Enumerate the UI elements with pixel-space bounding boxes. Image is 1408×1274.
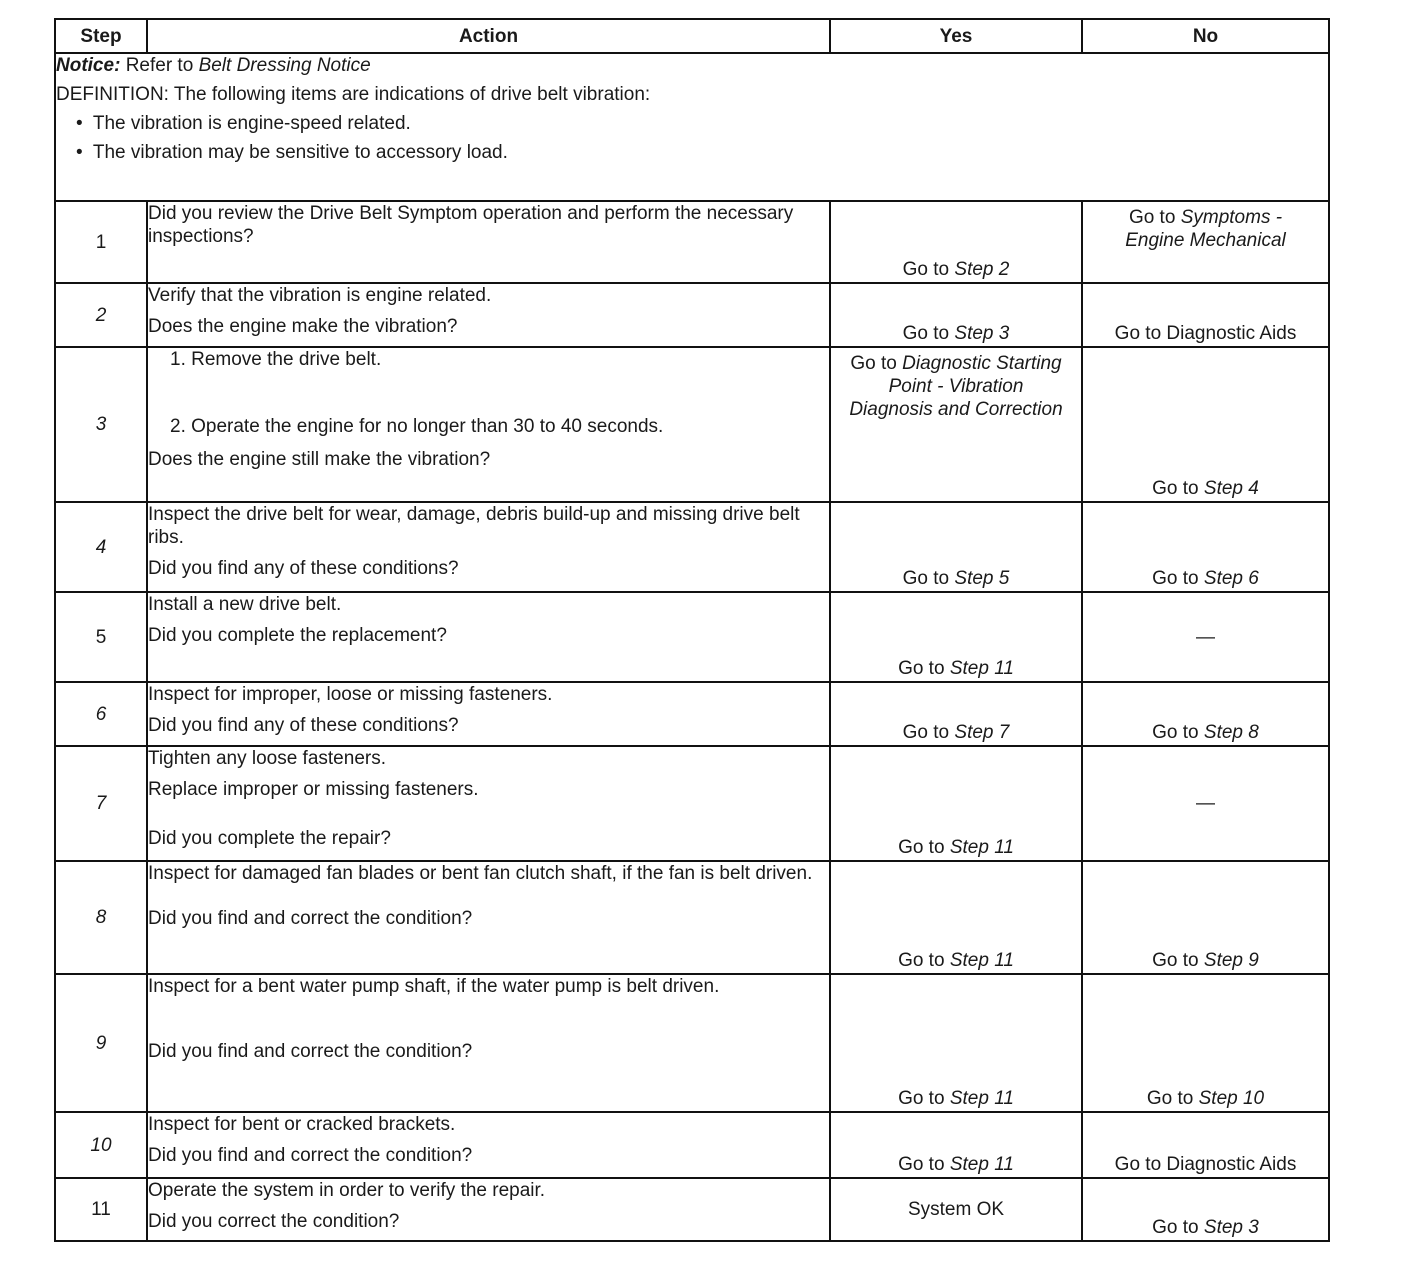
table-row — [55, 502, 1329, 592]
table-row — [55, 592, 1329, 682]
action-text: Install a new drive belt. — [148, 594, 342, 615]
table-row — [55, 347, 1329, 502]
yes-result: Go to Step 3 — [830, 283, 1082, 347]
action-text: Verify that the vibration is engine related. — [148, 285, 492, 306]
action-cell — [147, 746, 830, 861]
action-text: Did you find any of these conditions? — [148, 558, 459, 579]
step-number: 5 — [55, 592, 147, 682]
table-row — [55, 1178, 1329, 1241]
action-text: Did you correct the condition? — [148, 1211, 400, 1232]
yes-result: Go to Step 5 — [830, 502, 1082, 592]
table-row — [55, 201, 1329, 283]
action-text: Did you review the Drive Belt Symptom operation and perform the necessary inspections? — [148, 203, 794, 247]
action-cell — [147, 502, 830, 592]
no-result: Go to Diagnostic Aids — [1082, 283, 1329, 347]
yes-result: Go to Step 11 — [830, 592, 1082, 682]
step-number: 4 — [55, 502, 147, 592]
action-text: Did you find and correct the condition? — [148, 1041, 473, 1062]
header-no: No — [1082, 19, 1329, 53]
action-text: Tighten any loose fasteners. — [148, 748, 386, 769]
yes-result: Go to Step 11 — [830, 746, 1082, 861]
step-number: 1 — [55, 201, 147, 283]
yes-result: Go to Step 7 — [830, 682, 1082, 746]
bullet-item: • The vibration may be sensitive to accessory load. — [76, 142, 508, 163]
yes-result: Go to Diagnostic Starting Point - Vibration Diagnosis and Correction — [830, 347, 1082, 502]
table-row — [55, 861, 1329, 974]
no-result: — — [1082, 592, 1329, 682]
yes-result: System OK — [830, 1178, 1082, 1241]
action-cell — [147, 592, 830, 682]
action-text: 2. Operate the engine for no longer than 30 to 40 seconds. — [170, 416, 664, 437]
action-text: Inspect for a bent water pump shaft, if the water pump is belt driven. — [148, 976, 720, 997]
step-number: 3 — [55, 347, 147, 502]
header-yes: Yes — [830, 19, 1082, 53]
step-number: 10 — [55, 1112, 147, 1178]
yes-result: Go to Step 11 — [830, 861, 1082, 974]
table-row — [55, 746, 1329, 861]
action-text: Did you find and correct the condition? — [148, 1145, 473, 1166]
action-text: 1. Remove the drive belt. — [170, 349, 382, 370]
action-text: Does the engine make the vibration? — [148, 316, 458, 337]
step-rows — [55, 201, 1329, 1241]
action-cell — [147, 1178, 830, 1241]
yes-result: Go to Step 11 — [830, 974, 1082, 1112]
no-result: Go to Step 3 — [1082, 1178, 1329, 1241]
no-result: Go to Step 4 — [1082, 347, 1329, 502]
notice-text: Refer to — [125, 55, 194, 76]
action-text: Did you complete the replacement? — [148, 625, 447, 646]
action-cell — [147, 283, 830, 347]
notice-label: Notice: — [56, 55, 121, 76]
action-cell — [147, 347, 830, 502]
action-cell — [147, 201, 830, 283]
table-row — [55, 974, 1329, 1112]
definition-text: DEFINITION: The following items are indications of drive belt vibration: — [56, 84, 651, 105]
action-text: Inspect for improper, loose or missing fasteners. — [148, 684, 553, 705]
action-text: Did you find any of these conditions? — [148, 715, 459, 736]
no-result: Go to Step 10 — [1082, 974, 1329, 1112]
action-text: Did you complete the repair? — [148, 828, 391, 849]
step-number: 8 — [55, 861, 147, 974]
no-result: — — [1082, 746, 1329, 861]
step-number: 11 — [55, 1178, 147, 1241]
step-number: 7 — [55, 746, 147, 861]
yes-result: Go to Step 2 — [830, 201, 1082, 283]
step-number: 2 — [55, 283, 147, 347]
action-cell — [147, 1112, 830, 1178]
step-number: 6 — [55, 682, 147, 746]
action-text: Did you find and correct the condition? — [148, 908, 473, 929]
no-result: Go to Step 9 — [1082, 861, 1329, 974]
header-action: Action — [147, 19, 830, 53]
no-result: Go to Step 6 — [1082, 502, 1329, 592]
diagnostic-table — [54, 18, 1330, 1242]
table-row — [55, 283, 1329, 347]
table-row — [55, 682, 1329, 746]
yes-result: Go to Step 11 — [830, 1112, 1082, 1178]
action-cell — [147, 974, 830, 1112]
header-row — [55, 19, 1329, 53]
no-result: Go to Symptoms - Engine Mechanical — [1082, 201, 1329, 283]
action-text: Inspect for bent or cracked brackets. — [148, 1114, 456, 1135]
step-number: 9 — [55, 974, 147, 1112]
no-result: Go to Step 8 — [1082, 682, 1329, 746]
table-row — [55, 1112, 1329, 1178]
no-result: Go to Diagnostic Aids — [1082, 1112, 1329, 1178]
notice-row — [55, 53, 1329, 201]
bullet-item: • The vibration is engine-speed related. — [76, 113, 411, 134]
action-text: Inspect the drive belt for wear, damage, debris build-up and missing drive belt ribs. — [148, 504, 800, 548]
notice-line — [56, 54, 1328, 77]
action-text: Inspect for damaged fan blades or bent fan clutch shaft, if the fan is belt driven. — [148, 863, 813, 884]
action-cell — [147, 861, 830, 974]
action-text: Does the engine still make the vibration? — [148, 449, 491, 470]
action-text: Replace improper or missing fasteners. — [148, 779, 479, 800]
action-cell — [147, 682, 830, 746]
action-text: Operate the system in order to verify the repair. — [148, 1180, 546, 1201]
header-step: Step — [55, 19, 147, 53]
notice-cell — [55, 53, 1329, 201]
notice-ref: Belt Dressing Notice — [198, 55, 371, 76]
